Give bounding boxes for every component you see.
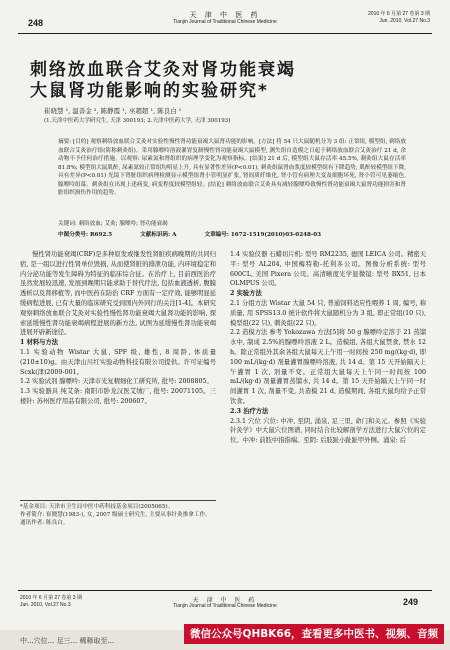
title-line-2: 大鼠肾功能影响的实验研究*	[30, 81, 269, 101]
footer-issue-en: Jun. 2010, Vol.27 No.3	[20, 602, 71, 608]
keywords: 关键词: 刺络放血; 艾灸; 腺嘌呤; 肾功能衰竭	[58, 221, 168, 227]
article-title	[30, 60, 430, 102]
subsection-acupoints: 2.3.1 穴位 穴位: 中冲, 至阴, 涌泉, 足三里, 命门和关元。参照《实验针灸学》中大鼠穴位图谱, 同时结合比较解剖学方法进行大鼠穴位的定位。中冲: 前肢中指指端。至阴: 后肢趾小趾趾甲外侧。涌泉: 后	[230, 417, 426, 445]
section-heading: 2 实验方法	[230, 290, 262, 298]
header-journal-en: Tianjin Journal of Traditional Chinese Medicine	[173, 19, 277, 25]
classification-line	[58, 230, 406, 238]
document-code: 文献标识码: A	[140, 232, 177, 238]
footnote-fund: *基金项目: 天津市卫生局中医中药科技基金项目(2005065)。	[20, 504, 174, 510]
running-footer	[18, 590, 432, 612]
watermark-banner: 微信公众号QHBK66，查看更多中医书、视频、音频	[184, 624, 444, 644]
header-journal-cn: 天 津 中 医 药	[189, 11, 261, 19]
clc-number: 中图分类号: R692.5	[58, 232, 113, 238]
subsection-grouping: 2.1 分组方法 Wistar 大鼠 54 只, 普通饲料适应性喂养 1 周, 编号, 称质量, 用 SPSS13.0 统计软件将大鼠随机分为 3 组, 即正常组(10 只), 模型组(22 只), 刺灸组(22 只)。	[230, 299, 426, 327]
header-page-number: 248	[28, 18, 44, 28]
intro-paragraph: 慢性肾功能衰竭(CRF)是多种原发或继发性肾脏疾病晚期的共同归宿, 是一组以进行性肾单位毁损, 从而使肾脏的排泄功能, 内环境稳定和内分泌功能等发生障碍为特征的临床综合征。在治疗上, 目前西医治疗虽然发展较迅速, 发展到晚期只能求助于替代疗法, 包括血液透析, 腹膜透析以及肾移植等, 而中医药在防治 CRF 方面有一定疗效, 能够明显延缓病程进展, 已有大量的临床研究受到国内外同行的关注[1-4]。本研究观察刺络放血联合艾灸对实验性慢性肾功能衰竭大鼠肾功能的影响, 探索延缓慢性肾功能衰竭病程进展的新方法, 试图为延缓慢性肾功能衰竭进展开辟新途径。	[20, 251, 216, 337]
subsection-heading-treatment: 2.3 治疗方法	[230, 407, 269, 415]
footer-journal-en: Tianjin Journal of Traditional Chinese Medicine	[173, 603, 277, 609]
subsection-reagents: 1.2 实验试剂 腺嘌呤: 天津市光复精细化工研究所, 批号: 2008805。	[20, 378, 213, 386]
subsection-equipment: 1.3 实验器具 纯艾条: 南阳市卧龙汉医艾绒厂, 批号: 20071105。三棱针: 苏州医疗用品有限公司, 批号: 200607。	[20, 388, 216, 405]
title-line-1: 刺络放血联合艾灸对肾功能衰竭	[30, 60, 296, 80]
affiliation: (1.天津中医药大学研究生, 天津 300193; 2.天津中医药大学, 天津 300193)	[44, 118, 231, 124]
header-issue	[368, 11, 430, 25]
running-header	[18, 6, 432, 34]
abstract: 摘要: [目的] 观察刺络放血联合艾灸对实验性慢性肾功能衰竭大鼠肾功能的影响。[方法] 将 54 只大鼠随机分为 3 组: 正常组, 模型组, 刺络放血联合艾灸治疗组(简称刺灸组)。采用腺嘌呤溶液灌胃复制慢性肾功能衰竭大鼠模型, 测失组自造模之日起于刺络放血联合艾灸治疗 21 d, 余动物不予任何治疗措施。以观察: 尿素氮和肾组织的病理学变化为观察指标。[结果] 21 d 后, 模型组大鼠存活率 45.5%, 刺灸组大鼠存活率 81.8%; 模型组大鼠肌酐, 尿素氮较正常组均明显上升, 具有显著性差异(P<0.01), 刺灸组鼠肾血浆度较模型组有下降趋势, 肌酐较模型组下降, 具有差异(P<0.01) 光镜下肾脏组织病理检测显示模型组肾小管明显扩张, 肾间质纤维化, 肾小管有病理大变及细胞坏死, 肾小管可见萎缩色, 腺嘌呤组幕。刺灸组在出现上述病变, 病变程度较模型组轻。[结论] 刺络放血联合艾灸具有减轻腺嘌呤致慢性肾功能衰竭大鼠肾功能损害和肾脏组织损伤作用的趋势。	[58, 139, 406, 196]
header-issue-en: Jun. 2010, Vol.27 No.3	[379, 18, 430, 24]
article-number: 文章编号: 1672-1519(2010)03-0248-03	[204, 232, 321, 238]
section-heading: 1 材料与方法	[20, 339, 59, 347]
left-column	[20, 250, 216, 407]
footer-journal-cn: 天 津 中 医 药	[192, 597, 258, 604]
subsection-modeling: 2.2 造模方法 参考 Yokozawa 方法[5]将 50 g 腺嘌呤定溶于 21 蒸馏水中, 制成 2.5%的腺嘌呤溶液 2 L。造模组, 各组大鼠禁食, 禁水 12 h。除正常组外其余各组大鼠每天上午用一时间按 250 mg/(kg·d), 即 100 mL/(kg·d) 剂量灌胃腺嘌呤溶液, 共 14 d。第 15 天开始隔天上午灌胃 1 次, 剂量不变。正常组大鼠每天上午同一时间按 100 mL/(kg·d) 剂量灌胃蒸馏水, 共 14 d。第 15 天开始隔天上午同一时间灌胃 1 次, 剂量不变, 共造模 21 d, 造模期间, 各组大鼠均给予正常饮食。	[230, 329, 426, 405]
footer-issue-cn: 2010 年 6 月第 27 卷第 3 期	[20, 595, 82, 601]
next-page-text: 中...穴位... 足三... 稀释取至...	[20, 637, 115, 645]
author-list: 崔晓慧 ¹, 温善金 ², 陈静霞 ¹, 巫超超 ¹, 陈良白 ¹	[44, 107, 182, 115]
header-issue-cn: 2010 年 6 月第 27 卷第 3 期	[368, 11, 430, 17]
right-column	[230, 250, 426, 446]
footnote	[20, 500, 216, 527]
footer-page-number: 249	[402, 597, 418, 607]
footnote-author: 作者简介: 崔晓慧(1983-), 女, 2007 级硕士研究生, 主要从事针灸推拿工作。	[20, 512, 211, 518]
footnote-corresponding: 通讯作者: 陈良白。	[20, 520, 69, 526]
subsection-animals: 1.1 实验动物 Wistar 大鼠, SPF 级, 雄性, 8 周龄, 体质量(210±10)g。由天津山川红实验动物科技有限公司提供。许可证编号 Scxk(津)2009-001。	[20, 348, 216, 376]
subsection-instruments: 1.4 实验仪器 石蜡切片机: 型号 RM2235, 德国 LEICA 公司。精密天平: 型号 AL204, 中国梅特勒-托利多公司。图像分析系统: 型号 600CL, 美国 Pixera 公司。高清晰度光学显微镜: 型号 BX51, 日本 OLMPUS 公司。	[230, 251, 426, 288]
